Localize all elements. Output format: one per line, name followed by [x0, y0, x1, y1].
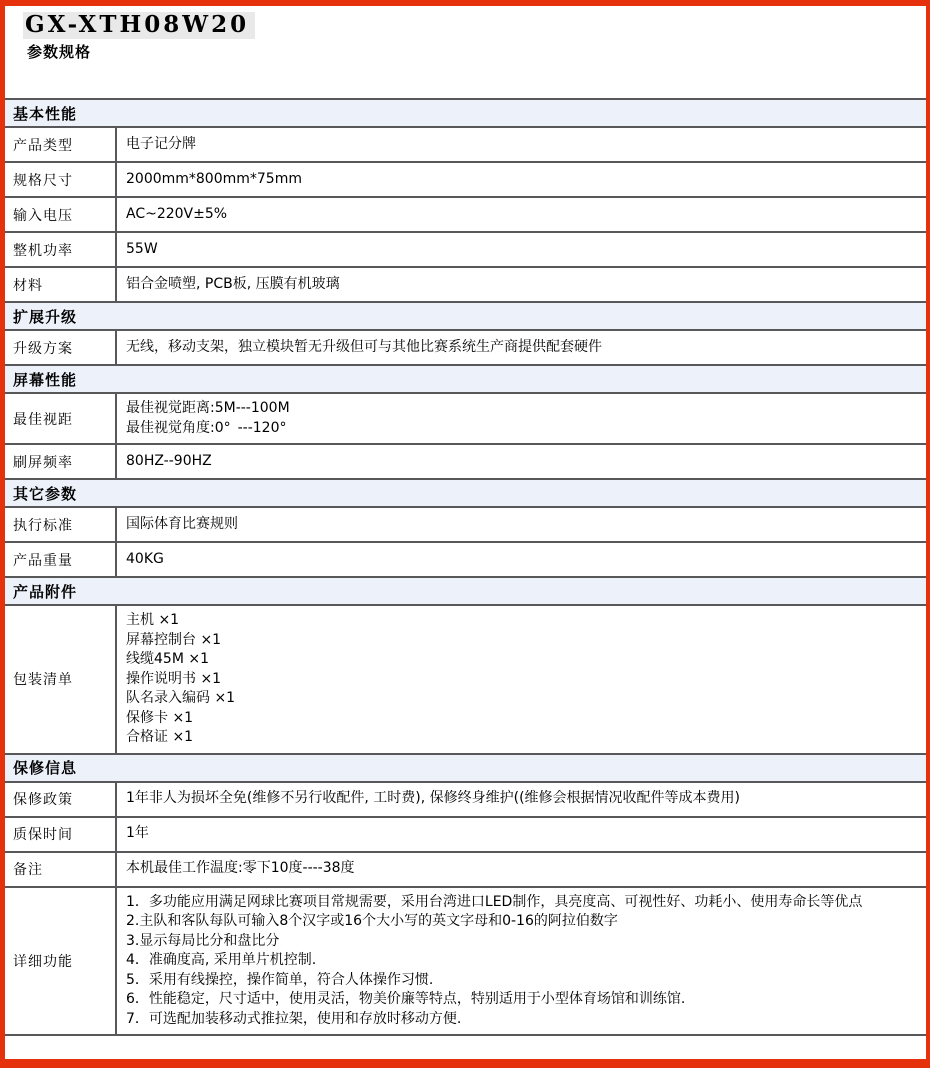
row-label: 保修政策: [5, 783, 117, 816]
row-value: [117, 508, 926, 541]
value-line: 2000mm*800mm*75mm: [126, 170, 302, 187]
section-header: 产品附件: [5, 578, 926, 606]
section-header: 屏幕性能: [5, 366, 926, 394]
spec-row: [5, 508, 926, 543]
row-value: [117, 543, 926, 576]
value-line: 屏幕控制台 ×1: [126, 631, 222, 648]
value-line: AC~220V±5%: [126, 205, 228, 222]
value-line: 1年: [126, 825, 149, 842]
spec-row: [5, 198, 926, 233]
row-value: [117, 198, 926, 231]
row-value: [117, 445, 926, 478]
row-value: [117, 606, 926, 753]
spec-row: [5, 163, 926, 198]
value-line: 队名录入编码 ×1: [126, 690, 236, 706]
row-label: 详细功能: [5, 888, 117, 1035]
value-line: 40KG: [126, 550, 164, 567]
row-label: 产品重量: [5, 543, 117, 576]
spec-row: [5, 853, 926, 888]
spec-row: [5, 394, 926, 445]
spec-row: [5, 543, 926, 578]
section-header: 扩展升级: [5, 303, 926, 331]
row-value: [117, 163, 926, 196]
value-line: 无线，移动支架，独立模块暂无升级但可与其他比赛系统生产商提供配套硬件: [126, 338, 602, 355]
row-label: 质保时间: [5, 818, 117, 851]
row-value: [117, 128, 926, 161]
row-label: 输入电压: [5, 198, 117, 231]
row-value: [117, 818, 926, 851]
value-line: 1年非人为损坏全免(维修不另行收配件, 工时费), 保修终身维护((维修会根据情况收配件等成本费用): [126, 790, 741, 807]
value-line: 80HZ--90HZ: [126, 452, 212, 469]
section-header: 保修信息: [5, 755, 926, 783]
row-value: [117, 331, 926, 364]
row-label: 备注: [5, 853, 117, 886]
row-label: 整机功率: [5, 233, 117, 266]
row-label: 产品类型: [5, 128, 117, 161]
section-header: 基本性能: [5, 100, 926, 128]
spec-row: [5, 818, 926, 853]
value-line: 最佳视觉距离:5M---100M: [126, 400, 290, 416]
row-value: [117, 394, 926, 443]
page-header: [5, 6, 926, 98]
value-line: 本机最佳工作温度:零下10度----38度: [126, 860, 355, 877]
spec-row: [5, 268, 926, 303]
value-line: 线缆45M ×1: [126, 651, 209, 667]
row-label: 材料: [5, 268, 117, 301]
spec-row: [5, 331, 926, 366]
spec-row: [5, 128, 926, 163]
value-line: 5．采用有线操控，操作简单，符合人体操作习惯.: [126, 971, 434, 988]
value-line: 最佳视觉角度:0° ---120°: [126, 419, 287, 436]
value-line: 4．准确度高, 采用单片机控制.: [126, 952, 317, 968]
row-value: [117, 888, 926, 1035]
value-line: 主机 ×1: [126, 612, 180, 628]
row-value: [117, 853, 926, 886]
value-line: 操作说明书 ×1: [126, 670, 222, 687]
value-line: 电子记分牌: [126, 135, 196, 152]
row-label: 最佳视距: [5, 394, 117, 443]
page-subtitle: 参数规格: [27, 43, 92, 62]
row-value: [117, 783, 926, 816]
spec-row: [5, 606, 926, 755]
spec-table: [5, 98, 926, 1036]
spec-row: [5, 233, 926, 268]
spec-row: [5, 445, 926, 480]
value-line: 7．可选配加装移动式推拉架，使用和存放时移动方便.: [126, 1010, 462, 1027]
value-line: 55W: [126, 240, 158, 257]
page-title: GX-XTH08W20: [23, 12, 255, 39]
value-line: 3.显示每局比分和盘比分: [126, 932, 280, 949]
row-label: 执行标准: [5, 508, 117, 541]
row-value: [117, 233, 926, 266]
value-line: 2.主队和客队每队可输入8个汉字或16个大小写的英文字母和0-16的阿拉伯数字: [126, 913, 618, 929]
value-line: 国际体育比赛规则: [126, 515, 238, 532]
section-header: 其它参数: [5, 480, 926, 508]
value-line: 保修卡 ×1: [126, 709, 194, 726]
value-line: 1．多功能应用满足网球比赛项目常规需要，采用台湾进口LED制作，具亮度高、可视性好、功耗小、使用寿命长等优点: [126, 893, 863, 910]
value-line: 合格证 ×1: [126, 729, 194, 745]
value-line: 铝合金喷塑, PCB板, 压膜有机玻璃: [126, 275, 340, 292]
spec-row: [5, 783, 926, 818]
row-label: 包装清单: [5, 606, 117, 753]
row-label: 规格尺寸: [5, 163, 117, 196]
value-line: 6．性能稳定，尺寸适中，使用灵活，物美价廉等特点，特别适用于小型体育场馆和训练馆.: [126, 991, 686, 1007]
row-value: [117, 268, 926, 301]
row-label: 刷屏频率: [5, 445, 117, 478]
spec-row: [5, 888, 926, 1037]
row-label: 升级方案: [5, 331, 117, 364]
